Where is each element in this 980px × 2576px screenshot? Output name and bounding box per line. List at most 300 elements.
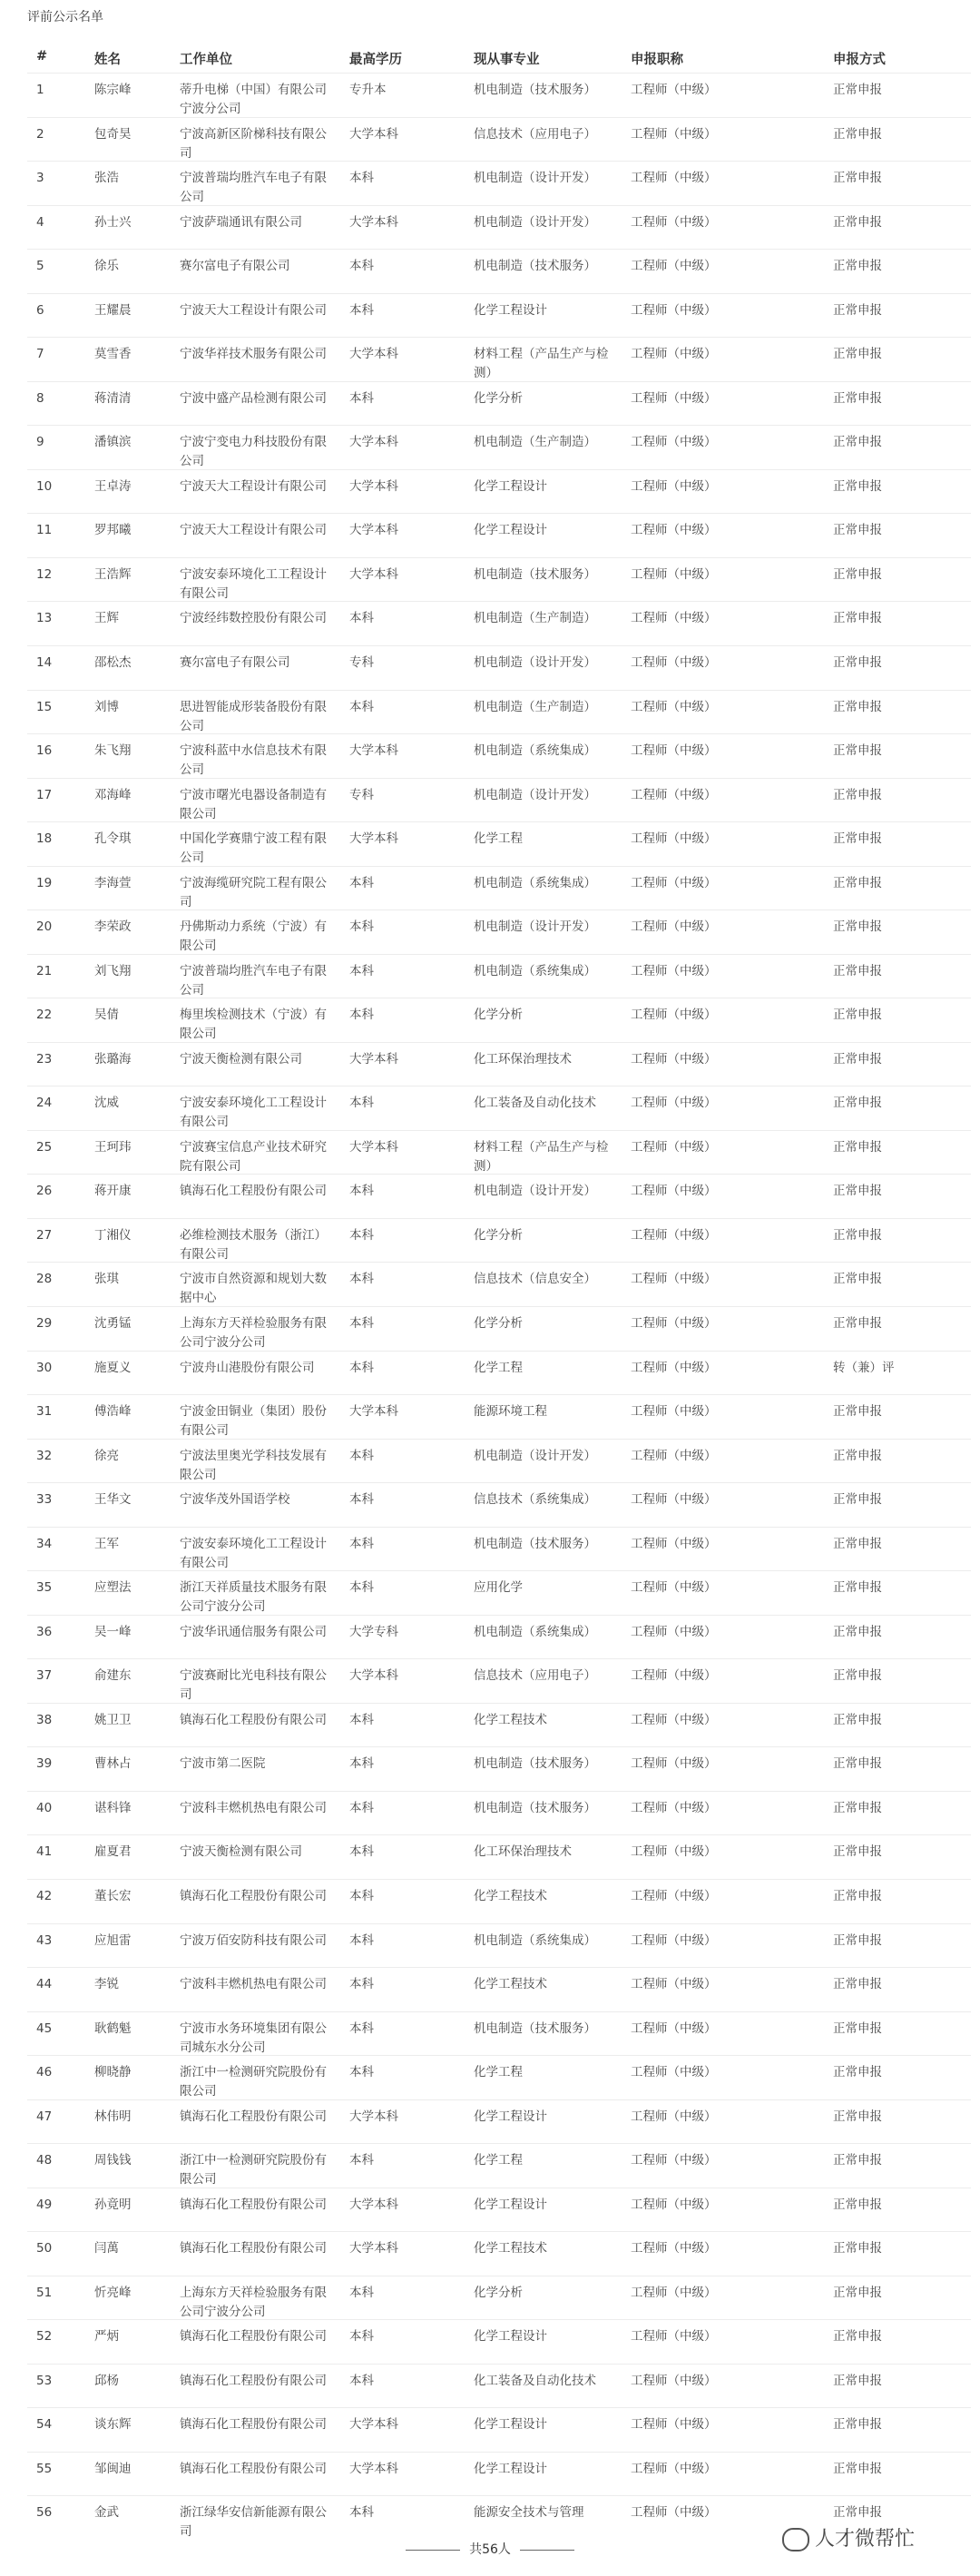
cell-education: 本科: [349, 259, 374, 274]
cell-name: 沈勇锰: [94, 1316, 132, 1331]
cell-title-applied: 工程师（中级）: [631, 259, 717, 274]
cell-education: 本科: [349, 1536, 374, 1551]
cell-index: 21: [36, 963, 53, 978]
cell-employer: 镇海石化工程股份有限公司: [180, 2241, 327, 2256]
cell-specialty: 化工环保治理技术: [474, 1051, 572, 1067]
cell-name: 孙竟明: [94, 2197, 132, 2212]
cell-method: 正常申报: [833, 1096, 882, 1111]
cell-method: 正常申报: [833, 1184, 882, 1199]
table-row: [27, 557, 971, 603]
cell-title-applied: 工程师（中级）: [631, 1404, 717, 1420]
cell-name: 王辉: [94, 611, 119, 626]
cell-employer: 思进智能成形装备股份有限公司: [180, 699, 327, 733]
cell-employer: 上海东方天祥检验服务有限公司宁波分公司: [180, 2285, 327, 2319]
cell-index: 39: [36, 1756, 53, 1772]
cell-specialty: 化学工程设计: [474, 2329, 547, 2345]
cell-education: 本科: [349, 1756, 374, 1772]
cell-employer: 宁波市自然资源和规划大数据中心: [180, 1272, 327, 1306]
cell-education: 本科: [349, 1448, 374, 1463]
table-row: [27, 733, 971, 779]
cell-specialty: 化学工程设计: [474, 2109, 547, 2124]
cell-index: 2: [36, 126, 44, 142]
cell-name: 王军: [94, 1536, 119, 1551]
table-row: [27, 2055, 971, 2100]
cell-specialty: 材料工程（产品生产与检测）: [474, 1139, 609, 1174]
cell-education: 本科: [349, 1184, 374, 1199]
cell-name: 王珂玮: [94, 1139, 132, 1155]
cell-title-applied: 工程师（中级）: [631, 1624, 717, 1639]
table-row: [27, 1658, 971, 1704]
cell-title-applied: 工程师（中级）: [631, 1492, 717, 1508]
cell-name: 张浩: [94, 171, 119, 186]
table-row: [27, 1615, 971, 1660]
cell-specialty: 机电制造（设计开发）: [474, 171, 596, 186]
cell-method: 正常申报: [833, 1668, 882, 1684]
cell-method: 正常申报: [833, 2153, 882, 2168]
cell-specialty: 信息技术（应用电子）: [474, 1668, 596, 1684]
cell-name: 谌科锋: [94, 1800, 132, 1815]
cell-education: 本科: [349, 2020, 374, 2036]
cell-education: 本科: [349, 1227, 374, 1243]
cell-method: 正常申报: [833, 1316, 882, 1331]
cell-index: 29: [36, 1316, 53, 1331]
cell-specialty: 材料工程（产品生产与检测）: [474, 347, 609, 381]
cell-name: 李荣政: [94, 919, 132, 935]
cell-method: 正常申报: [833, 699, 882, 714]
cell-title-applied: 工程师（中级）: [631, 2461, 717, 2476]
cell-name: 傅浩峰: [94, 1404, 132, 1420]
cell-title-applied: 工程师（中级）: [631, 2109, 717, 2124]
cell-specialty: 机电制造（系统集成）: [474, 743, 596, 759]
table-row: [27, 1527, 971, 1572]
cell-education: 大学本科: [349, 347, 398, 362]
cell-specialty: 机电制造（系统集成）: [474, 1624, 596, 1639]
cell-title-applied: 工程师（中级）: [631, 1756, 717, 1772]
table-row: [27, 2143, 971, 2188]
cell-index: 30: [36, 1360, 53, 1375]
cell-method: 正常申报: [833, 2329, 882, 2345]
cell-title-applied: 工程师（中级）: [631, 1580, 717, 1596]
cell-method: 正常申报: [833, 1756, 882, 1772]
cell-index: 8: [36, 390, 44, 406]
cell-name: 俞建东: [94, 1668, 132, 1684]
table-row: [27, 1174, 971, 1219]
cell-specialty: 机电制造（技术服务）: [474, 2020, 596, 2036]
cell-method: 正常申报: [833, 2197, 882, 2212]
cell-name: 罗邦曦: [94, 523, 132, 538]
cell-method: 正常申报: [833, 1888, 882, 1903]
table-row: [27, 1130, 971, 1175]
table-row: [27, 117, 971, 162]
cell-title-applied: 工程师（中级）: [631, 2329, 717, 2345]
cell-method: 正常申报: [833, 1977, 882, 1992]
cell-method: 正常申报: [833, 83, 882, 97]
cell-specialty: 机电制造（系统集成）: [474, 875, 596, 890]
cell-title-applied: 工程师（中级）: [631, 1051, 717, 1067]
total-count: 共56人: [469, 2542, 511, 2557]
cell-name: 应塑法: [94, 1580, 132, 1596]
cell-specialty: 机电制造（生产制造）: [474, 435, 596, 450]
cell-index: 26: [36, 1184, 53, 1199]
cell-method: 正常申报: [833, 1624, 882, 1639]
cell-index: 17: [36, 787, 53, 802]
cell-employer: 蒂升电梯（中国）有限公司宁波分公司: [180, 83, 327, 116]
cell-index: 24: [36, 1096, 53, 1111]
cell-name: 曹林占: [94, 1756, 132, 1772]
cell-method: 正常申报: [833, 1272, 882, 1287]
table-row: [27, 1394, 971, 1440]
cell-title-applied: 工程师（中级）: [631, 1272, 717, 1287]
cell-employer: 宁波万佰安防科技有限公司: [180, 1932, 327, 1948]
cell-specialty: 机电制造（技术服务）: [474, 1800, 596, 1815]
table-header: [0, 49, 980, 71]
cell-title-applied: 工程师（中级）: [631, 1096, 717, 1111]
cell-employer: 赛尔富电子有限公司: [180, 654, 290, 670]
cell-education: 大学本科: [349, 435, 398, 450]
cell-education: 本科: [349, 1580, 374, 1596]
cell-name: 谈东辉: [94, 2417, 132, 2433]
cell-education: 大学本科: [349, 126, 398, 142]
cell-title-applied: 工程师（中级）: [631, 83, 717, 97]
cell-index: 22: [36, 1008, 53, 1023]
cell-employer: 镇海石化工程股份有限公司: [180, 2373, 327, 2388]
cell-education: 本科: [349, 2373, 374, 2388]
table-row: [27, 161, 971, 206]
cell-employer: 宁波华讯通信服务有限公司: [180, 1624, 327, 1639]
cell-specialty: 机电制造（设计开发）: [474, 787, 596, 802]
cell-method: 正常申报: [833, 919, 882, 935]
cell-method: 正常申报: [833, 1932, 882, 1948]
cell-education: 专科: [349, 787, 374, 802]
cell-index: 10: [36, 478, 53, 494]
cell-title-applied: 工程师（中级）: [631, 654, 717, 670]
cell-method: 转（兼）评: [833, 1360, 895, 1375]
cell-title-applied: 工程师（中级）: [631, 2241, 717, 2256]
cell-education: 本科: [349, 2329, 374, 2345]
cell-specialty: 机电制造（设计开发）: [474, 1184, 596, 1199]
cell-specialty: 机电制造（系统集成）: [474, 1932, 596, 1948]
cell-method: 正常申报: [833, 1227, 882, 1243]
cell-title-applied: 工程师（中级）: [631, 2285, 717, 2300]
cell-employer: 宁波经纬数控股份有限公司: [180, 611, 327, 626]
cell-education: 本科: [349, 1316, 374, 1331]
table-row: [27, 513, 971, 558]
cell-education: 大学本科: [349, 214, 398, 230]
cell-title-applied: 工程师（中级）: [631, 2153, 717, 2168]
cell-employer: 梅里埃检测技术（宁波）有限公司: [180, 1008, 327, 1042]
cell-employer: 赛尔富电子有限公司: [180, 259, 290, 274]
cell-employer: 宁波安泰环境化工工程设计有限公司: [180, 1096, 327, 1130]
table-row: [27, 1262, 971, 1307]
cell-method: 正常申报: [833, 743, 882, 759]
cell-education: 本科: [349, 1844, 374, 1860]
cell-education: 大学本科: [349, 1404, 398, 1420]
cell-method: 正常申报: [833, 1404, 882, 1420]
cell-employer: 宁波赛耐比光电科技有限公司: [180, 1668, 327, 1703]
cell-name: 忻亮峰: [94, 2285, 132, 2300]
cell-specialty: 信息技术（系统集成）: [474, 1492, 596, 1508]
cell-method: 正常申报: [833, 347, 882, 362]
table-row: [27, 909, 971, 955]
cell-specialty: 机电制造（技术服务）: [474, 566, 596, 582]
cell-specialty: 化学工程: [474, 2065, 523, 2080]
cell-name: 包奇昊: [94, 126, 132, 142]
cell-employer: 浙江中一检测研究院股份有限公司: [180, 2065, 327, 2099]
cell-index: 43: [36, 1932, 53, 1948]
cell-name: 徐亮: [94, 1448, 119, 1463]
cell-method: 正常申报: [833, 2065, 882, 2080]
table-row: [27, 601, 971, 646]
cell-employer: 宁波华祥技术服务有限公司: [180, 347, 327, 362]
cell-specialty: 化学工程设计: [474, 2417, 547, 2433]
table-row: [27, 1834, 971, 1880]
cell-specialty: 机电制造（技术服务）: [474, 1756, 596, 1772]
cell-title-applied: 工程师（中级）: [631, 2065, 717, 2080]
cell-index: 34: [36, 1536, 53, 1551]
cell-employer: 宁波金田铜业（集团）股份有限公司: [180, 1404, 327, 1439]
cell-method: 正常申报: [833, 2417, 882, 2433]
table-row: [27, 2099, 971, 2145]
header-name: 姓名: [94, 53, 121, 67]
cell-specialty: 机电制造（生产制造）: [474, 699, 596, 714]
cell-method: 正常申报: [833, 654, 882, 670]
cell-education: 本科: [349, 1492, 374, 1508]
table-row: [27, 1703, 971, 1748]
cell-method: 正常申报: [833, 1580, 882, 1596]
cell-title-applied: 工程师（中级）: [631, 523, 717, 538]
cell-title-applied: 工程师（中级）: [631, 1008, 717, 1023]
cell-index: 32: [36, 1448, 53, 1463]
cell-employer: 宁波天大工程设计有限公司: [180, 302, 327, 318]
cell-name: 沈威: [94, 1096, 119, 1111]
cell-method: 正常申报: [833, 875, 882, 890]
cell-title-applied: 工程师（中级）: [631, 1800, 717, 1815]
cell-name: 吴倩: [94, 1008, 119, 1023]
cell-method: 正常申报: [833, 611, 882, 626]
cell-employer: 宁波科丰燃机热电有限公司: [180, 1977, 327, 1992]
cell-name: 陈宗峰: [94, 83, 132, 97]
cell-employer: 宁波市水务环境集团有限公司城东水分公司: [180, 2020, 327, 2055]
cell-employer: 宁波天大工程设计有限公司: [180, 523, 327, 538]
cell-index: 53: [36, 2373, 53, 2388]
cell-education: 大学本科: [349, 2241, 398, 2256]
table-row: [27, 954, 971, 999]
cell-specialty: 化学工程: [474, 831, 523, 847]
cell-method: 正常申报: [833, 171, 882, 186]
cell-index: 27: [36, 1227, 53, 1243]
table-row: [27, 1042, 971, 1087]
cell-name: 李海萱: [94, 875, 132, 890]
cell-name: 徐乐: [94, 259, 119, 274]
cell-title-applied: 工程师（中级）: [631, 1712, 717, 1727]
cell-education: 大学本科: [349, 2197, 398, 2212]
cell-method: 正常申报: [833, 1008, 882, 1023]
cell-title-applied: 工程师（中级）: [631, 347, 717, 362]
table-row: [27, 2319, 971, 2365]
cell-index: 7: [36, 347, 44, 362]
table-row: [27, 1351, 971, 1396]
cell-index: 48: [36, 2153, 53, 2168]
cell-title-applied: 工程师（中级）: [631, 963, 717, 978]
cell-specialty: 化学工程技术: [474, 1977, 547, 1992]
header-education: 最高学历: [349, 53, 402, 67]
cell-specialty: 应用化学: [474, 1580, 523, 1596]
cell-employer: 宁波天衡检测有限公司: [180, 1844, 302, 1860]
table-row: [27, 2452, 971, 2497]
cell-employer: 宁波高新区阶梯科技有限公司: [180, 126, 327, 161]
cell-index: 51: [36, 2285, 53, 2300]
cell-specialty: 化学工程设计: [474, 2197, 547, 2212]
table-row: [27, 469, 971, 515]
footer-divider-right: [520, 2550, 574, 2551]
cell-specialty: 化工装备及自动化技术: [474, 1096, 596, 1111]
cell-employer: 宁波舟山港股份有限公司: [180, 1360, 315, 1375]
cell-index: 11: [36, 523, 53, 538]
cell-title-applied: 工程师（中级）: [631, 302, 717, 318]
cell-index: 25: [36, 1139, 53, 1155]
table-row: [27, 293, 971, 339]
cell-name: 柳晓静: [94, 2065, 132, 2080]
cell-index: 19: [36, 875, 53, 890]
cell-employer: 丹佛斯动力系统（宁波）有限公司: [180, 919, 327, 954]
cell-specialty: 机电制造（设计开发）: [474, 1448, 596, 1463]
cell-method: 正常申报: [833, 2461, 882, 2476]
cell-name: 应旭雷: [94, 1932, 132, 1948]
table-row: [27, 778, 971, 823]
watermark-text: 人才微帮忙: [815, 2528, 916, 2551]
cell-method: 正常申报: [833, 1800, 882, 1815]
cell-education: 大学本科: [349, 1051, 398, 1067]
cell-method: 正常申报: [833, 1448, 882, 1463]
cell-education: 本科: [349, 963, 374, 978]
cell-title-applied: 工程师（中级）: [631, 435, 717, 450]
table-row: [27, 337, 971, 382]
cell-specialty: 化学工程: [474, 1360, 523, 1375]
cell-employer: 镇海石化工程股份有限公司: [180, 2329, 327, 2345]
cell-name: 王卓涛: [94, 478, 132, 494]
cell-education: 大学本科: [349, 831, 398, 847]
cell-employer: 宁波市第二医院: [180, 1756, 266, 1772]
table-row: [27, 1570, 971, 1616]
cell-name: 吴一峰: [94, 1624, 132, 1639]
cell-employer: 宁波科丰燃机热电有限公司: [180, 1800, 327, 1815]
cell-name: 孔令琪: [94, 831, 132, 847]
header-method: 申报方式: [833, 53, 886, 67]
wechat-icon: [782, 2528, 809, 2551]
cell-title-applied: 工程师（中级）: [631, 1977, 717, 1992]
table-row: [27, 998, 971, 1043]
cell-education: 本科: [349, 2153, 374, 2168]
cell-employer: 镇海石化工程股份有限公司: [180, 2417, 327, 2433]
cell-index: 6: [36, 302, 44, 318]
cell-specialty: 机电制造（技术服务）: [474, 83, 596, 97]
table-row: [27, 1306, 971, 1352]
cell-name: 严炳: [94, 2329, 119, 2345]
cell-index: 20: [36, 919, 53, 935]
cell-name: 周钱钱: [94, 2153, 132, 2168]
cell-index: 37: [36, 1668, 53, 1684]
cell-specialty: 化学分析: [474, 2285, 523, 2300]
cell-index: 47: [36, 2109, 53, 2124]
cell-method: 正常申报: [833, 2373, 882, 2388]
cell-method: 正常申报: [833, 2241, 882, 2256]
cell-specialty: 机电制造（设计开发）: [474, 654, 596, 670]
cell-education: 本科: [349, 1712, 374, 1727]
header-title-applied: 申报职称: [631, 53, 683, 67]
cell-education: 本科: [349, 919, 374, 935]
cell-index: 44: [36, 1977, 53, 1992]
cell-name: 莫雪香: [94, 347, 132, 362]
cell-employer: 宁波法里奥光学科技发展有限公司: [180, 1448, 327, 1482]
cell-employer: 宁波普瑞均胜汽车电子有限公司: [180, 171, 327, 205]
cell-name: 邹闽迪: [94, 2461, 132, 2476]
cell-education: 本科: [349, 390, 374, 406]
cell-index: 18: [36, 831, 53, 847]
cell-specialty: 化学工程技术: [474, 1712, 547, 1727]
cell-title-applied: 工程师（中级）: [631, 2020, 717, 2036]
cell-education: 本科: [349, 1008, 374, 1023]
cell-index: 4: [36, 214, 44, 230]
cell-employer: 上海东方天祥检验服务有限公司宁波分公司: [180, 1316, 327, 1350]
cell-index: 5: [36, 259, 44, 274]
cell-specialty: 信息技术（应用电子）: [474, 126, 596, 142]
cell-method: 正常申报: [833, 831, 882, 847]
cell-title-applied: 工程师（中级）: [631, 611, 717, 626]
cell-method: 正常申报: [833, 523, 882, 538]
cell-title-applied: 工程师（中级）: [631, 478, 717, 494]
cell-employer: 镇海石化工程股份有限公司: [180, 2109, 327, 2124]
cell-title-applied: 工程师（中级）: [631, 743, 717, 759]
cell-index: 28: [36, 1272, 53, 1287]
table-row: [27, 205, 971, 251]
cell-name: 雇夏君: [94, 1844, 132, 1860]
watermark: [782, 2523, 915, 2551]
table-row: [27, 73, 971, 118]
cell-name: 蒋开康: [94, 1184, 132, 1199]
cell-education: 大学本科: [349, 1139, 398, 1155]
header-specialty: 现从事专业: [474, 53, 540, 67]
cell-specialty: 化学工程设计: [474, 2461, 547, 2476]
cell-name: 董长宏: [94, 1888, 132, 1903]
cell-name: 丁湘仪: [94, 1227, 132, 1243]
table-row: [27, 1482, 971, 1528]
cell-education: 本科: [349, 2505, 374, 2521]
table-row: [27, 1967, 971, 2012]
cell-name: 孙士兴: [94, 214, 132, 230]
cell-employer: 宁波华茂外国语学校: [180, 1492, 290, 1508]
cell-title-applied: 工程师（中级）: [631, 2417, 717, 2433]
cell-employer: 浙江中一检测研究院股份有限公司: [180, 2153, 327, 2188]
cell-index: 41: [36, 1844, 53, 1860]
cell-employer: 中国化学赛鼎宁波工程有限公司: [180, 831, 327, 866]
cell-name: 刘飞翔: [94, 963, 132, 978]
cell-education: 大学本科: [349, 2109, 398, 2124]
cell-index: 9: [36, 435, 44, 450]
cell-education: 专科: [349, 654, 374, 670]
cell-education: 本科: [349, 302, 374, 318]
cell-employer: 镇海石化工程股份有限公司: [180, 1712, 327, 1727]
cell-name: 王耀晨: [94, 302, 132, 318]
cell-name: 刘博: [94, 699, 119, 714]
cell-name: 闫萬: [94, 2241, 119, 2256]
cell-index: 16: [36, 743, 53, 759]
cell-employer: 宁波赛宝信息产业技术研究院有限公司: [180, 1139, 327, 1174]
cell-index: 38: [36, 1712, 53, 1727]
cell-specialty: 机电制造（设计开发）: [474, 919, 596, 935]
cell-education: 大学本科: [349, 743, 398, 759]
cell-method: 正常申报: [833, 2109, 882, 2124]
cell-method: 正常申报: [833, 1051, 882, 1067]
